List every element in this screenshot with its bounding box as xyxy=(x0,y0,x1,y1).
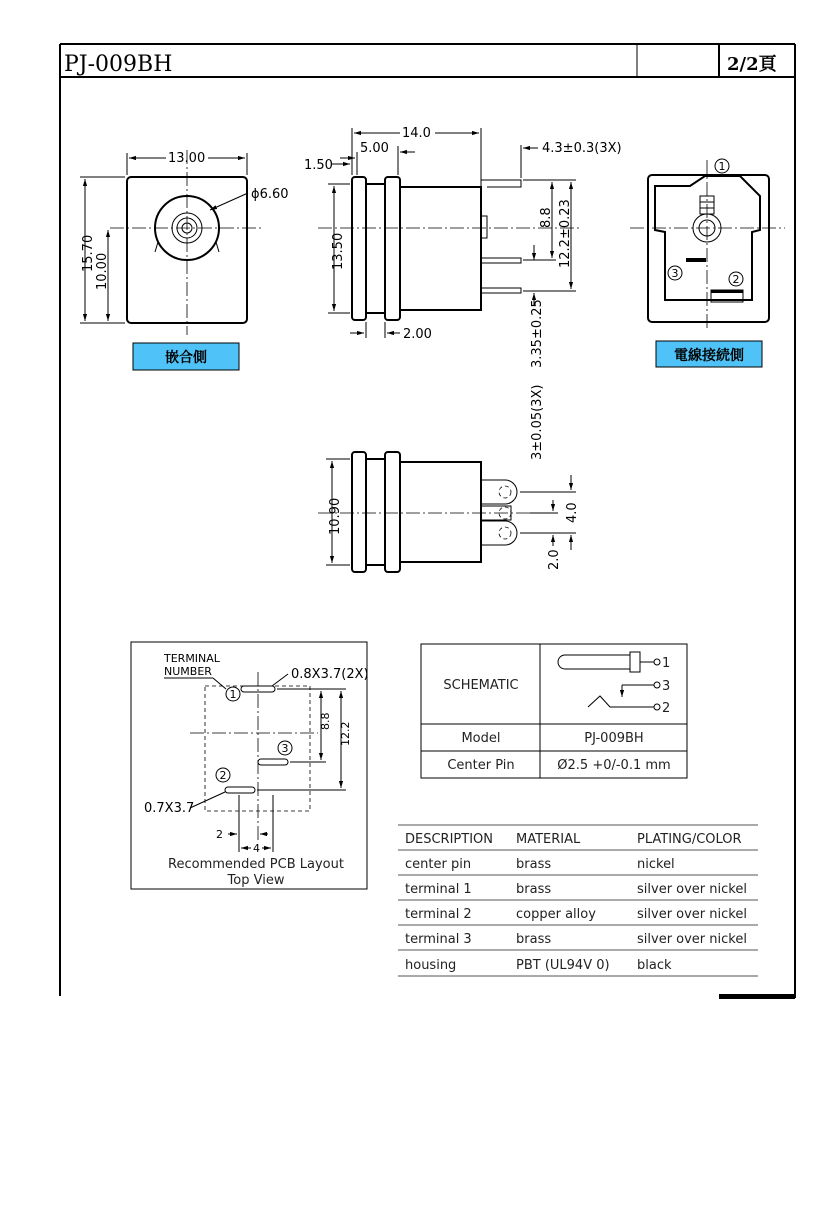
dim-122: 12.2±0.23 xyxy=(558,199,573,268)
header-description: DESCRIPTION xyxy=(405,832,493,847)
dim-height-1570: 15.70 xyxy=(81,234,96,272)
dim-20: 2.0 xyxy=(547,549,562,570)
dim-pin-width: 4.3±0.3(3X) xyxy=(542,141,622,156)
pcb-terminal-label-1: TERMINAL xyxy=(164,652,220,665)
header-material: MATERIAL xyxy=(516,832,581,847)
pcb-dim-88: 8.8 xyxy=(319,712,332,730)
table-row xyxy=(405,932,747,947)
center-pin-label: Center Pin xyxy=(447,758,515,773)
dim-150: 1.50 xyxy=(304,158,333,173)
part-number-title: PJ-009BH xyxy=(64,52,173,77)
wire-side-label: 電線接続側 xyxy=(674,348,744,364)
cell-description: housing xyxy=(405,958,457,973)
schematic-pin1: 1 xyxy=(662,656,671,671)
pcb-caption-2: Top View xyxy=(227,873,285,888)
cell-description: terminal 1 xyxy=(405,882,472,897)
rear-pin1-label: 1 xyxy=(718,160,726,173)
pcb-caption-1: Recommended PCB Layout xyxy=(168,857,344,872)
schematic-label: SCHEMATIC xyxy=(443,678,519,693)
cell-material: brass xyxy=(516,932,552,947)
cell-plating: silver over nickel xyxy=(637,882,747,897)
pcb-pin2-label: 2 xyxy=(219,769,227,782)
rear-pin3-label: 3 xyxy=(671,267,679,280)
pcb-layout xyxy=(131,642,369,889)
pcb-dim-122: 12.2 xyxy=(339,721,352,746)
cell-material: brass xyxy=(516,882,552,897)
table-row xyxy=(405,857,675,872)
page-number: 2/2頁 xyxy=(727,54,777,75)
dim-height-1000: 10.00 xyxy=(95,252,110,290)
rear-view xyxy=(630,159,785,367)
dim-1090: 10.90 xyxy=(328,497,343,535)
cell-description: terminal 2 xyxy=(405,907,472,922)
model-label: Model xyxy=(461,731,501,746)
cell-plating: silver over nickel xyxy=(637,932,747,947)
cell-material: PBT (UL94V 0) xyxy=(516,958,610,973)
cell-plating: silver over nickel xyxy=(637,907,747,922)
rear-pin2-label: 2 xyxy=(732,273,740,286)
dim-diameter: ϕ6.60 xyxy=(251,187,289,202)
schematic-pin2: 2 xyxy=(662,701,671,716)
schematic-pin3: 3 xyxy=(662,679,671,694)
pcb-slot-dim-2x: 0.8X3.7(2X) xyxy=(291,667,369,682)
mating-side-label: 嵌合側 xyxy=(165,350,207,366)
cell-description: terminal 3 xyxy=(405,932,472,947)
schematic-table xyxy=(421,644,687,778)
dim-length-14: 14.0 xyxy=(402,126,431,141)
bottom-view xyxy=(318,452,580,572)
materials-table xyxy=(398,825,758,976)
cell-description: center pin xyxy=(405,857,472,872)
dim-3005: 3±0.05(3X) xyxy=(530,384,545,460)
dim-40: 4.0 xyxy=(565,502,580,523)
dim-200: 2.00 xyxy=(403,327,432,342)
table-row xyxy=(405,882,747,897)
pcb-dim-4: 4 xyxy=(253,842,260,855)
schematic-symbol xyxy=(558,652,670,716)
cell-material: copper alloy xyxy=(516,907,596,922)
cell-plating: black xyxy=(637,958,672,973)
table-row xyxy=(405,958,672,973)
dim-1350: 13.50 xyxy=(331,232,346,270)
side-view xyxy=(304,126,622,460)
pcb-slot-dim-single: 0.7X3.7 xyxy=(144,801,195,816)
center-pin-value: Ø2.5 +0/-0.1 mm xyxy=(557,758,671,773)
dim-5: 5.00 xyxy=(360,141,389,156)
header-plating: PLATING/COLOR xyxy=(637,832,742,847)
dim-88: 8.8 xyxy=(539,207,554,228)
front-view xyxy=(80,150,289,370)
model-value: PJ-009BH xyxy=(584,731,644,746)
dim-width-13: 13.00 xyxy=(168,151,206,166)
cell-plating: nickel xyxy=(637,857,675,872)
cell-material: brass xyxy=(516,857,552,872)
pcb-pin3-label: 3 xyxy=(281,742,289,755)
pcb-terminal-label-2: NUMBER xyxy=(164,665,212,678)
pcb-pin1-label: 1 xyxy=(229,688,237,701)
table-row xyxy=(405,907,747,922)
pcb-dim-2: 2 xyxy=(216,828,223,841)
dim-335: 3.35±0.25 xyxy=(530,299,545,368)
